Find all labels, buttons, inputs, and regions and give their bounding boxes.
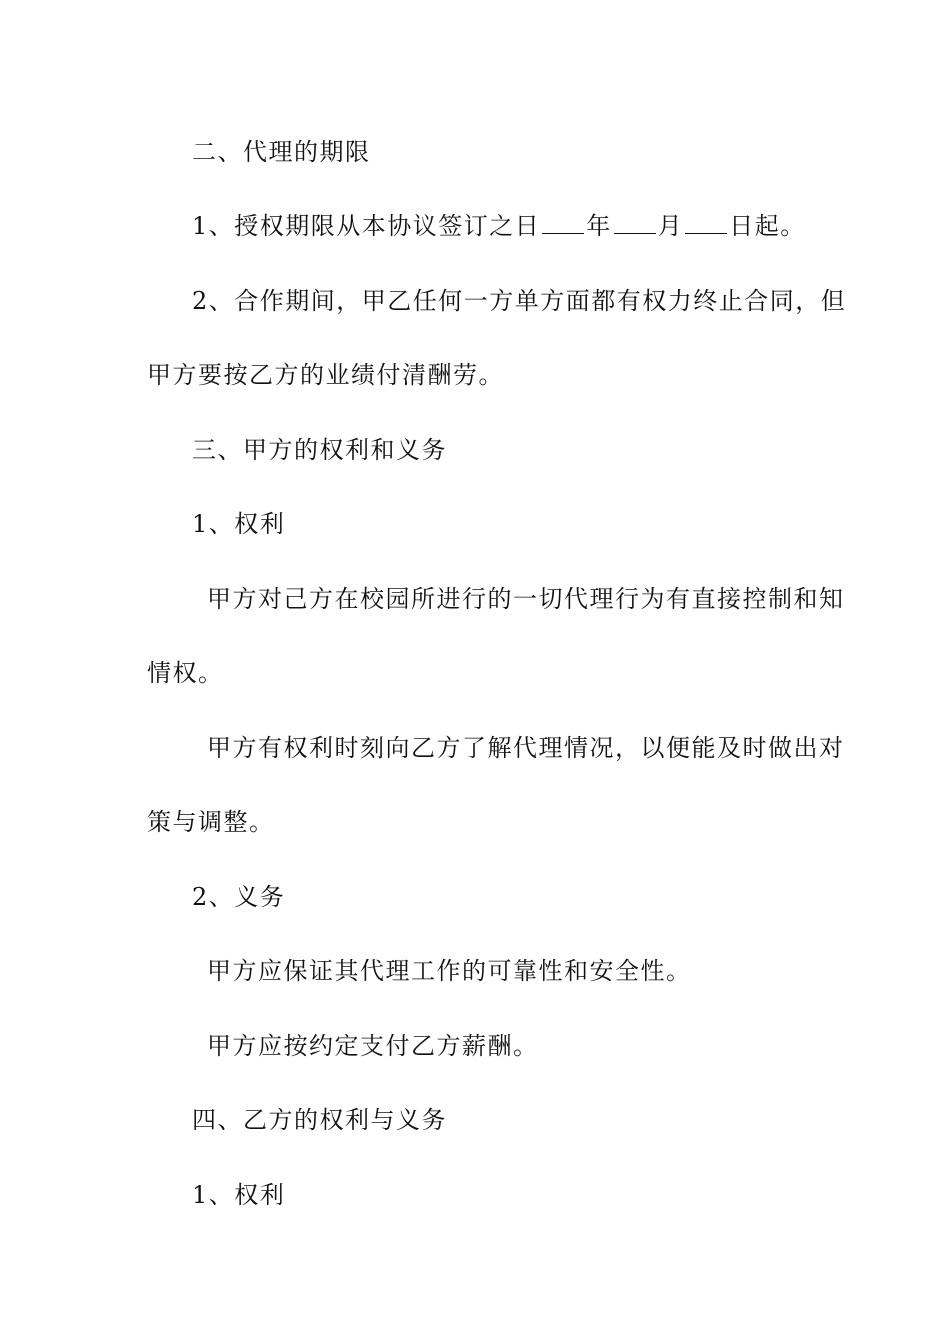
section-2-item-1 bbox=[192, 211, 806, 241]
year-blank bbox=[542, 213, 584, 234]
section-2-item-2-line-2 bbox=[147, 360, 504, 390]
rights-paragraph-2-line-2-text: 策与调整。 bbox=[147, 808, 275, 836]
item-1-text-start: 1、授权期限从本协议签订之日 bbox=[192, 212, 541, 240]
section-3-rights-paragraph-2-line-2 bbox=[147, 807, 275, 837]
section-3-rights-paragraph-2-line-1 bbox=[207, 733, 845, 763]
section-2-heading bbox=[192, 137, 371, 167]
section-4-rights-heading-text: 1、权利 bbox=[192, 1181, 286, 1209]
item-2-text-line-1: 2、合作期间，甲乙任何一方单方面都有权力终止合同，但 bbox=[192, 287, 847, 315]
section-3-heading-text: 三、甲方的权利和义务 bbox=[192, 436, 447, 464]
section-2-item-2-line-1 bbox=[192, 286, 846, 316]
section-3-rights-paragraph-1-line-2 bbox=[147, 658, 224, 688]
section-3-duty-paragraph-2 bbox=[207, 1031, 539, 1061]
section-3-rights-heading-text: 1、权利 bbox=[192, 510, 286, 538]
month-label: 月 bbox=[657, 212, 684, 240]
item-2-text-line-2: 甲方要按乙方的业绩付清酬劳。 bbox=[147, 361, 504, 389]
section-2-heading-text: 二、代理的期限 bbox=[192, 138, 371, 166]
rights-paragraph-2-line-1-text: 甲方有权利时刻向乙方了解代理情况，以便能及时做出对 bbox=[207, 734, 845, 762]
rights-paragraph-1-line-1-text: 甲方对己方在校园所进行的一切代理行为有直接控制和知 bbox=[207, 585, 845, 613]
rights-paragraph-1-line-2-text: 情权。 bbox=[147, 659, 224, 687]
section-4-rights-heading bbox=[192, 1180, 285, 1210]
duty-paragraph-1-text: 甲方应保证其代理工作的可靠性和安全性。 bbox=[207, 957, 692, 985]
day-blank bbox=[685, 213, 727, 234]
day-label: 日起。 bbox=[729, 212, 806, 240]
section-3-rights-heading bbox=[192, 509, 285, 539]
section-3-duties-heading-text: 2、义务 bbox=[192, 883, 286, 911]
section-3-heading bbox=[192, 435, 447, 465]
duty-paragraph-2-text: 甲方应按约定支付乙方薪酬。 bbox=[207, 1032, 539, 1060]
section-3-rights-paragraph-1-line-1 bbox=[207, 584, 845, 614]
section-3-duties-heading bbox=[192, 882, 285, 912]
year-label: 年 bbox=[586, 212, 612, 240]
month-blank bbox=[614, 213, 656, 234]
section-3-duty-paragraph-1 bbox=[207, 956, 692, 986]
section-4-heading-text: 四、乙方的权利与义务 bbox=[192, 1106, 447, 1134]
section-4-heading bbox=[192, 1105, 447, 1135]
